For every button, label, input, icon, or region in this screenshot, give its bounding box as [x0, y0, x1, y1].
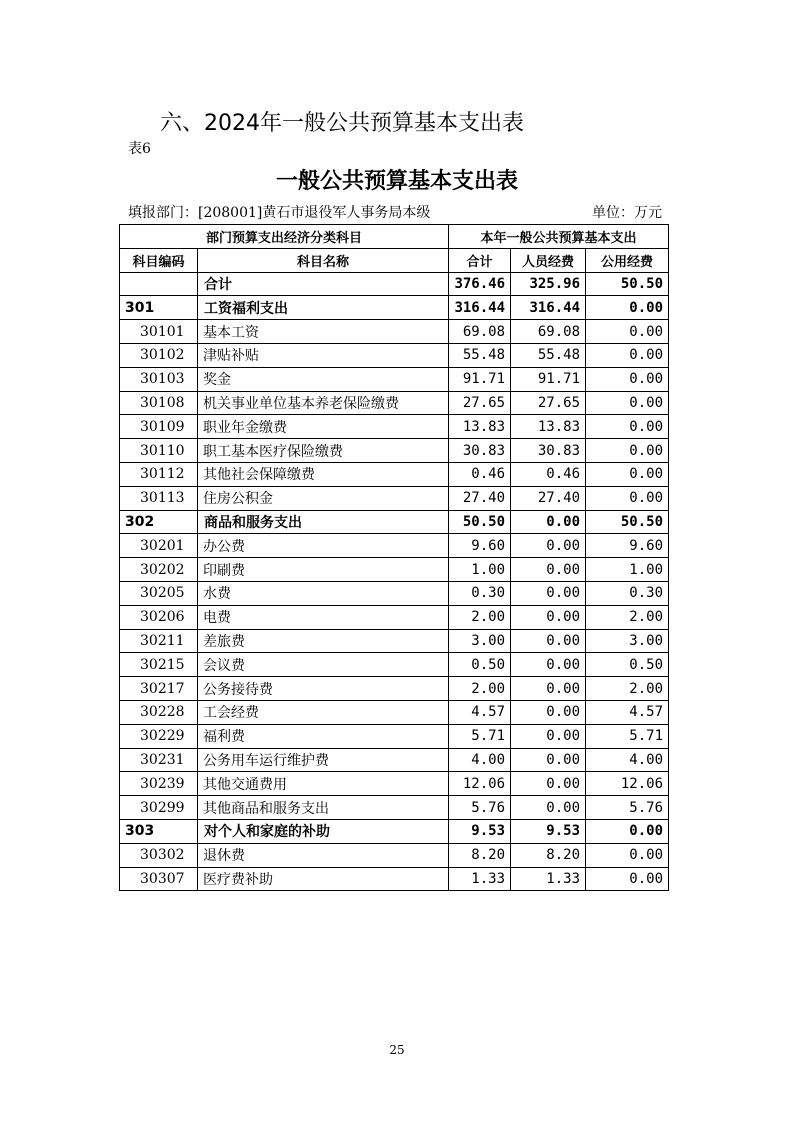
table-body — [120, 272, 669, 891]
cell-total: 8.20 — [449, 843, 511, 867]
cell-personnel: 325.96 — [511, 272, 586, 296]
cell-name: 其他社会保障缴费 — [198, 462, 449, 486]
cell-public: 0.00 — [586, 320, 669, 344]
cell-code: 30239 — [120, 772, 198, 796]
cell-total: 2.00 — [449, 677, 511, 701]
cell-total: 1.00 — [449, 558, 511, 582]
cell-personnel: 0.00 — [511, 605, 586, 629]
cell-name: 工会经费 — [198, 700, 449, 724]
cell-name: 差旅费 — [198, 629, 449, 653]
cell-public: 0.00 — [586, 296, 669, 320]
table-row — [120, 343, 669, 367]
cell-name: 职工基本医疗保险缴费 — [198, 439, 449, 463]
cell-total: 316.44 — [449, 296, 511, 320]
unit-label: 单位：万元 — [592, 205, 662, 221]
cell-personnel: 0.00 — [511, 772, 586, 796]
cell-total: 5.76 — [449, 796, 511, 820]
cell-code: 30205 — [120, 581, 198, 605]
table-row — [120, 796, 669, 820]
table-row — [120, 867, 669, 891]
cell-code: 30103 — [120, 367, 198, 391]
table-row — [120, 581, 669, 605]
cell-code: 30299 — [120, 796, 198, 820]
cell-personnel: 27.65 — [511, 391, 586, 415]
table-row — [120, 748, 669, 772]
cell-code: 30102 — [120, 343, 198, 367]
cell-total: 27.40 — [449, 486, 511, 510]
cell-personnel: 0.00 — [511, 534, 586, 558]
cell-personnel: 55.48 — [511, 343, 586, 367]
cell-personnel: 0.00 — [511, 677, 586, 701]
cell-total: 0.30 — [449, 581, 511, 605]
cell-personnel: 8.20 — [511, 843, 586, 867]
cell-code: 30229 — [120, 724, 198, 748]
cell-code: 30109 — [120, 415, 198, 439]
cell-name: 合计 — [198, 272, 449, 296]
cell-name: 福利费 — [198, 724, 449, 748]
cell-name: 其他交通费用 — [198, 772, 449, 796]
cell-public: 0.00 — [586, 391, 669, 415]
cell-total: 50.50 — [449, 510, 511, 534]
cell-name: 办公费 — [198, 534, 449, 558]
cell-total: 2.00 — [449, 605, 511, 629]
cell-public: 0.00 — [586, 867, 669, 891]
cell-public: 0.00 — [586, 367, 669, 391]
cell-total: 1.33 — [449, 867, 511, 891]
cell-code: 30302 — [120, 843, 198, 867]
table-row — [120, 653, 669, 677]
table-row — [120, 367, 669, 391]
cell-personnel: 0.00 — [511, 700, 586, 724]
column-header-row — [120, 248, 669, 272]
cell-name: 退休费 — [198, 843, 449, 867]
group-header-budget: 本年一般公共预算基本支出 — [449, 225, 669, 249]
cell-public: 0.00 — [586, 819, 669, 843]
cell-name: 商品和服务支出 — [198, 510, 449, 534]
cell-code: 303 — [120, 819, 198, 843]
cell-code — [120, 272, 198, 296]
cell-name: 公务接待费 — [198, 677, 449, 701]
cell-name: 基本工资 — [198, 320, 449, 344]
department-line — [128, 202, 430, 222]
cell-name: 公务用车运行维护费 — [198, 748, 449, 772]
cell-name: 机关事业单位基本养老保险缴费 — [198, 391, 449, 415]
cell-code: 30211 — [120, 629, 198, 653]
cell-personnel: 0.00 — [511, 653, 586, 677]
cell-total: 0.46 — [449, 462, 511, 486]
cell-personnel: 13.83 — [511, 415, 586, 439]
table-row — [120, 486, 669, 510]
section-title: 六、2024年一般公共预算基本支出表 — [160, 111, 524, 136]
cell-code: 30201 — [120, 534, 198, 558]
cell-public: 0.00 — [586, 343, 669, 367]
cell-public: 0.00 — [586, 462, 669, 486]
cell-personnel: 27.40 — [511, 486, 586, 510]
table-row — [120, 439, 669, 463]
cell-total: 3.00 — [449, 629, 511, 653]
cell-public: 0.30 — [586, 581, 669, 605]
table-row — [120, 724, 669, 748]
cell-total: 91.71 — [449, 367, 511, 391]
cell-personnel: 9.53 — [511, 819, 586, 843]
cell-name: 对个人和家庭的补助 — [198, 819, 449, 843]
cell-personnel: 1.33 — [511, 867, 586, 891]
cell-public: 0.00 — [586, 439, 669, 463]
page-number: 25 — [389, 1043, 405, 1057]
cell-public: 0.00 — [586, 486, 669, 510]
cell-total: 4.00 — [449, 748, 511, 772]
cell-public: 0.50 — [586, 653, 669, 677]
cell-total: 376.46 — [449, 272, 511, 296]
cell-personnel: 0.46 — [511, 462, 586, 486]
cell-personnel: 0.00 — [511, 629, 586, 653]
group-header-classification: 部门预算支出经济分类科目 — [120, 225, 449, 249]
cell-personnel: 316.44 — [511, 296, 586, 320]
cell-name: 会议费 — [198, 653, 449, 677]
cell-personnel: 0.00 — [511, 724, 586, 748]
cell-total: 69.08 — [449, 320, 511, 344]
column-header-personnel: 人员经费 — [511, 248, 586, 272]
cell-personnel: 30.83 — [511, 439, 586, 463]
table-category-row — [120, 819, 669, 843]
table-row — [120, 772, 669, 796]
cell-public: 0.00 — [586, 415, 669, 439]
cell-personnel: 0.00 — [511, 558, 586, 582]
cell-public: 5.71 — [586, 724, 669, 748]
table-row — [120, 605, 669, 629]
cell-name: 印刷费 — [198, 558, 449, 582]
cell-total: 13.83 — [449, 415, 511, 439]
cell-code: 30202 — [120, 558, 198, 582]
column-header-total: 合计 — [449, 248, 511, 272]
cell-public: 0.00 — [586, 843, 669, 867]
column-header-public: 公用经费 — [586, 248, 669, 272]
cell-code: 302 — [120, 510, 198, 534]
cell-total: 9.60 — [449, 534, 511, 558]
cell-public: 12.06 — [586, 772, 669, 796]
cell-public: 4.00 — [586, 748, 669, 772]
table-row — [120, 700, 669, 724]
cell-code: 30217 — [120, 677, 198, 701]
table-category-row — [120, 296, 669, 320]
table-row — [120, 843, 669, 867]
cell-name: 住房公积金 — [198, 486, 449, 510]
cell-public: 4.57 — [586, 700, 669, 724]
cell-name: 电费 — [198, 605, 449, 629]
table-row — [120, 534, 669, 558]
department-label: 填报部门： — [128, 205, 198, 221]
cell-total: 9.53 — [449, 819, 511, 843]
department-name: [208001]黄石市退役军人事务局本级 — [198, 205, 431, 221]
cell-name: 奖金 — [198, 367, 449, 391]
table-category-row — [120, 510, 669, 534]
table-row — [120, 415, 669, 439]
cell-public: 2.00 — [586, 677, 669, 701]
cell-name: 职业年金缴费 — [198, 415, 449, 439]
cell-code: 30307 — [120, 867, 198, 891]
table-row — [120, 629, 669, 653]
cell-code: 30228 — [120, 700, 198, 724]
column-header-name: 科目名称 — [198, 248, 449, 272]
table-row — [120, 320, 669, 344]
cell-personnel: 91.71 — [511, 367, 586, 391]
cell-total: 55.48 — [449, 343, 511, 367]
cell-code: 30101 — [120, 320, 198, 344]
cell-total: 30.83 — [449, 439, 511, 463]
cell-name: 津贴补贴 — [198, 343, 449, 367]
cell-code: 30206 — [120, 605, 198, 629]
cell-total: 4.57 — [449, 700, 511, 724]
cell-total: 5.71 — [449, 724, 511, 748]
cell-public: 50.50 — [586, 510, 669, 534]
cell-public: 9.60 — [586, 534, 669, 558]
cell-code: 301 — [120, 296, 198, 320]
column-header-code: 科目编码 — [120, 248, 198, 272]
table-total-row — [120, 272, 669, 296]
cell-name: 医疗费补助 — [198, 867, 449, 891]
cell-public: 3.00 — [586, 629, 669, 653]
table-row — [120, 677, 669, 701]
cell-name: 水费 — [198, 581, 449, 605]
cell-public: 50.50 — [586, 272, 669, 296]
document-title: 一般公共预算基本支出表 — [275, 169, 518, 194]
cell-code: 30231 — [120, 748, 198, 772]
cell-code: 30113 — [120, 486, 198, 510]
table-row — [120, 462, 669, 486]
cell-code: 30112 — [120, 462, 198, 486]
cell-public: 5.76 — [586, 796, 669, 820]
group-header-row — [120, 225, 669, 249]
budget-table — [119, 224, 669, 891]
cell-personnel: 0.00 — [511, 748, 586, 772]
cell-public: 2.00 — [586, 605, 669, 629]
cell-total: 0.50 — [449, 653, 511, 677]
cell-name: 工资福利支出 — [198, 296, 449, 320]
cell-total: 12.06 — [449, 772, 511, 796]
cell-personnel: 0.00 — [511, 510, 586, 534]
cell-personnel: 69.08 — [511, 320, 586, 344]
cell-personnel: 0.00 — [511, 581, 586, 605]
table-row — [120, 558, 669, 582]
cell-code: 30110 — [120, 439, 198, 463]
table-row — [120, 391, 669, 415]
cell-code: 30215 — [120, 653, 198, 677]
table-number: 表6 — [128, 141, 151, 157]
cell-code: 30108 — [120, 391, 198, 415]
cell-name: 其他商品和服务支出 — [198, 796, 449, 820]
cell-personnel: 0.00 — [511, 796, 586, 820]
cell-total: 27.65 — [449, 391, 511, 415]
cell-public: 1.00 — [586, 558, 669, 582]
